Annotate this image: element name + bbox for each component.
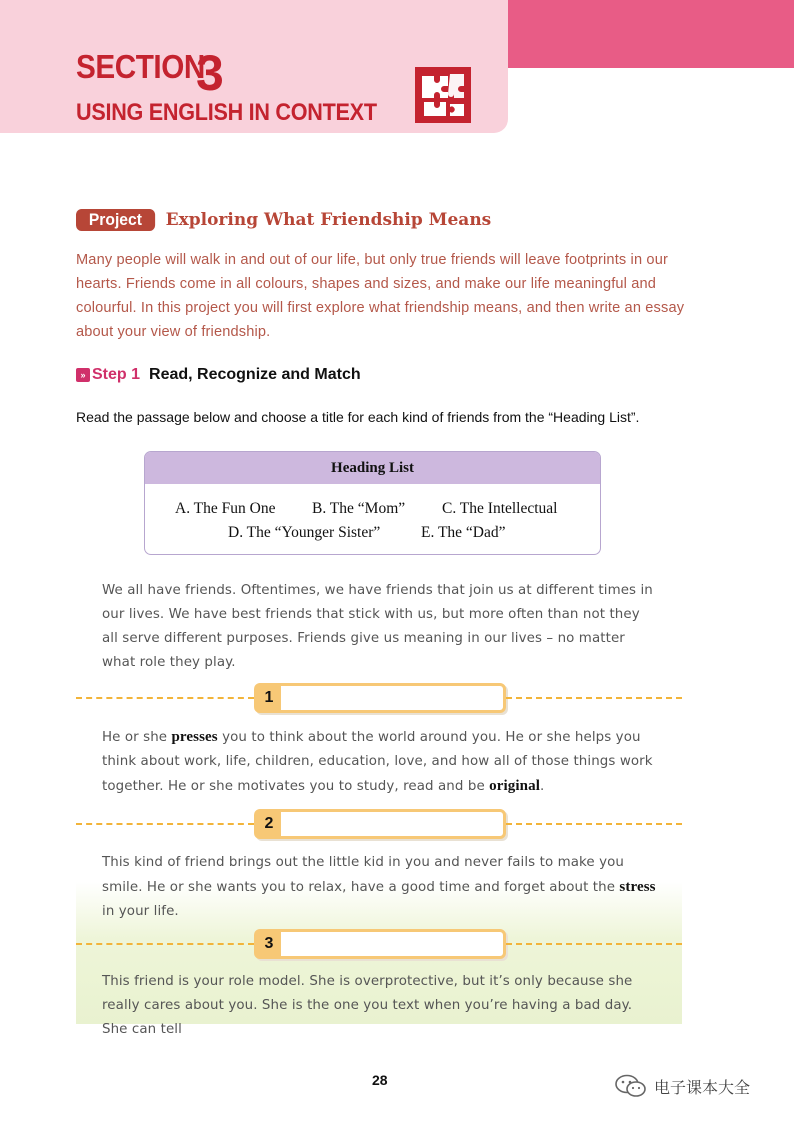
heading-option: B. The “Mom”	[312, 500, 406, 517]
passage-paragraph-1: He or she presses you to think about the world around you. He or she helps you think about work, life, children, education, love, and how all of those things work together. He or she motivates you to study, read and be original.	[102, 729, 653, 794]
passage-intro: We all have friends. Oftentimes, we have friends that join us at different times in our lives. We have best friends that stick with us, but more often than not they all serve different purposes. Friends give us meaning in our lives – no matter what role they play.	[102, 583, 653, 670]
keyword: presses	[171, 729, 218, 745]
blank-number: 3	[257, 932, 281, 956]
blank-row-3	[76, 929, 682, 959]
heading-option: C. The Intellectual	[442, 500, 558, 517]
section-heading	[76, 45, 224, 101]
step-heading	[76, 366, 361, 384]
answer-blank-2[interactable]	[254, 809, 506, 839]
instruction: Read the passage below and choose a title for each kind of friends from the “Heading List”.	[76, 409, 640, 425]
heading-option: D. The “Younger Sister”	[228, 524, 381, 541]
project-heading	[76, 208, 491, 232]
project-intro: Many people will walk in and out of our life, but only true friends will leave footprints in our hearts. Friends come in all colours, shapes and sizes, and make our life meaningful and colourful. In this project you will first explore what friendship means, and then write an essay about your view of friendship.	[76, 252, 685, 340]
blank-row-2	[76, 809, 682, 839]
heading-option: A. The Fun One	[175, 500, 276, 517]
section-subtitle: USING ENGLISH IN CONTEXT	[76, 99, 377, 126]
watermark-text: 电子课本大全	[654, 1079, 751, 1097]
divider	[76, 823, 254, 825]
keyword: original	[489, 778, 540, 794]
heading-option: E. The “Dad”	[421, 524, 506, 541]
blank-number: 1	[257, 686, 281, 710]
passage-paragraph-2: This kind of friend brings out the little kid in you and never fails to make you smile. He or she wants you to relax, have a good time and forget about the stress in your life.	[102, 855, 656, 919]
header-tab	[508, 0, 794, 68]
divider	[76, 943, 254, 945]
section-word: SECTION	[76, 48, 205, 85]
heading-list-box	[144, 451, 601, 555]
divider	[506, 697, 682, 699]
section-number: 3	[196, 45, 224, 101]
step-label: Step 1	[92, 366, 141, 383]
project-title: Exploring What Friendship Means	[165, 210, 492, 230]
heading-list-title: Heading List	[145, 452, 600, 484]
step-title: Read, Recognize and Match	[149, 366, 361, 383]
blank-row-1	[76, 683, 682, 713]
double-arrow-icon: »	[76, 368, 90, 382]
answer-blank-3[interactable]	[254, 929, 506, 959]
keyword: stress	[619, 879, 656, 895]
puzzle-icon	[414, 66, 472, 124]
divider	[76, 697, 254, 699]
wechat-icon	[614, 1074, 648, 1098]
watermark	[614, 1074, 750, 1098]
answer-blank-1[interactable]	[254, 683, 506, 713]
passage-paragraph-3: This friend is your role model. She is overprotective, but it’s only because she really cares about you. She is the one you text when you’re having a bad day. She can tell	[102, 974, 633, 1037]
divider	[506, 943, 682, 945]
divider	[506, 823, 682, 825]
page-number: 28	[372, 1072, 388, 1088]
blank-number: 2	[257, 812, 281, 836]
project-badge: Project	[76, 209, 155, 231]
